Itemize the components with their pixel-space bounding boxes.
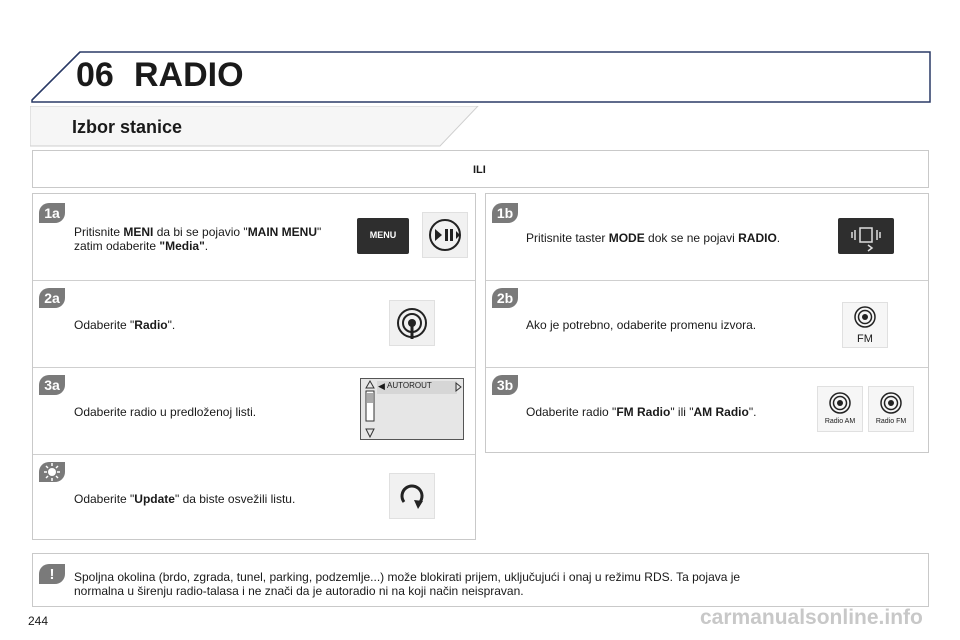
station-list-screen[interactable] <box>360 378 464 440</box>
fm-caption: FM <box>857 333 873 345</box>
am-signal-icon <box>818 387 862 419</box>
play-pause-icon <box>423 213 467 257</box>
page-number: 244 <box>28 614 49 628</box>
mode-icon <box>838 218 894 254</box>
mode-button[interactable] <box>838 218 894 254</box>
watermark: carmanualsonline.info <box>700 606 923 629</box>
left-row-divider <box>33 454 475 455</box>
warning-text: Spoljna okolina (brdo, zgrada, tunel, parking, podzemlje...) može blokirati prijem, uključujući i onaj u režimu RDS. Ta pojava je normalna u širenju radio-talasa i ne znači da je autoradio ni na koji način neispravan. <box>74 570 741 598</box>
radio-am-button[interactable] <box>817 386 863 432</box>
exclamation-icon: ! <box>49 566 55 583</box>
step-1b-text: Pritisnite taster MODE dok se ne pojavi RADIO. <box>526 231 781 245</box>
right-row-divider <box>486 367 928 368</box>
warning-panel <box>32 553 929 607</box>
chapter-number: 06 <box>76 56 114 94</box>
tip-badge <box>39 462 65 482</box>
step-1a-text: Pritisnite MENI da bi se pojavio "MAIN MENU" zatim odaberite "Media". <box>74 225 322 253</box>
menu-button-label: MENU <box>369 230 397 240</box>
fm-signal-icon <box>843 303 887 333</box>
station-list-speaker-icon: ◀ <box>378 381 385 391</box>
step-badge-3b: 3b <box>492 375 518 395</box>
menu-button[interactable] <box>357 218 409 254</box>
ili-label: ILI <box>473 164 486 176</box>
step-3a-text: Odaberite radio u predloženoj listi. <box>74 405 257 419</box>
radio-fm-caption: Radio FM <box>875 418 907 425</box>
left-row-divider <box>33 367 475 368</box>
step-badge-3a: 3a <box>39 375 65 395</box>
chapter-title: RADIO <box>134 56 244 94</box>
step-badge-2b: 2b <box>492 288 518 308</box>
radio-waves-icon <box>390 301 434 345</box>
refresh-icon <box>390 474 434 518</box>
step-badge-1b: 1b <box>492 203 518 223</box>
update-button[interactable] <box>389 473 435 519</box>
ili-bar <box>32 150 929 188</box>
lightbulb-icon <box>39 462 65 482</box>
right-row-divider <box>486 280 928 281</box>
section-title: Izbor stanice <box>72 117 183 137</box>
play-pause-knob[interactable] <box>422 212 468 258</box>
step-badge-1a: 1a <box>39 203 65 223</box>
radio-fm-button[interactable] <box>868 386 914 432</box>
step-2b-text: Ako je potrebno, odaberite promenu izvora. <box>526 318 757 332</box>
fm-signal-icon <box>869 387 913 419</box>
station-list-item[interactable]: AUTOROUT <box>387 381 432 390</box>
radio-source-button[interactable] <box>389 300 435 346</box>
step-badge-2a: 2a <box>39 288 65 308</box>
step-2a-text: Odaberite "Radio". <box>74 318 176 332</box>
fm-source-button[interactable] <box>842 302 888 348</box>
warning-badge <box>39 564 65 584</box>
right-steps-panel <box>485 193 929 453</box>
step-3b-text: Odaberite radio "FM Radio" ili "AM Radio". <box>526 405 757 419</box>
radio-am-caption: Radio AM <box>824 418 856 425</box>
update-text: Odaberite "Update" da biste osvežili listu. <box>74 492 296 506</box>
left-steps-panel <box>32 193 476 540</box>
left-row-divider <box>33 280 475 281</box>
